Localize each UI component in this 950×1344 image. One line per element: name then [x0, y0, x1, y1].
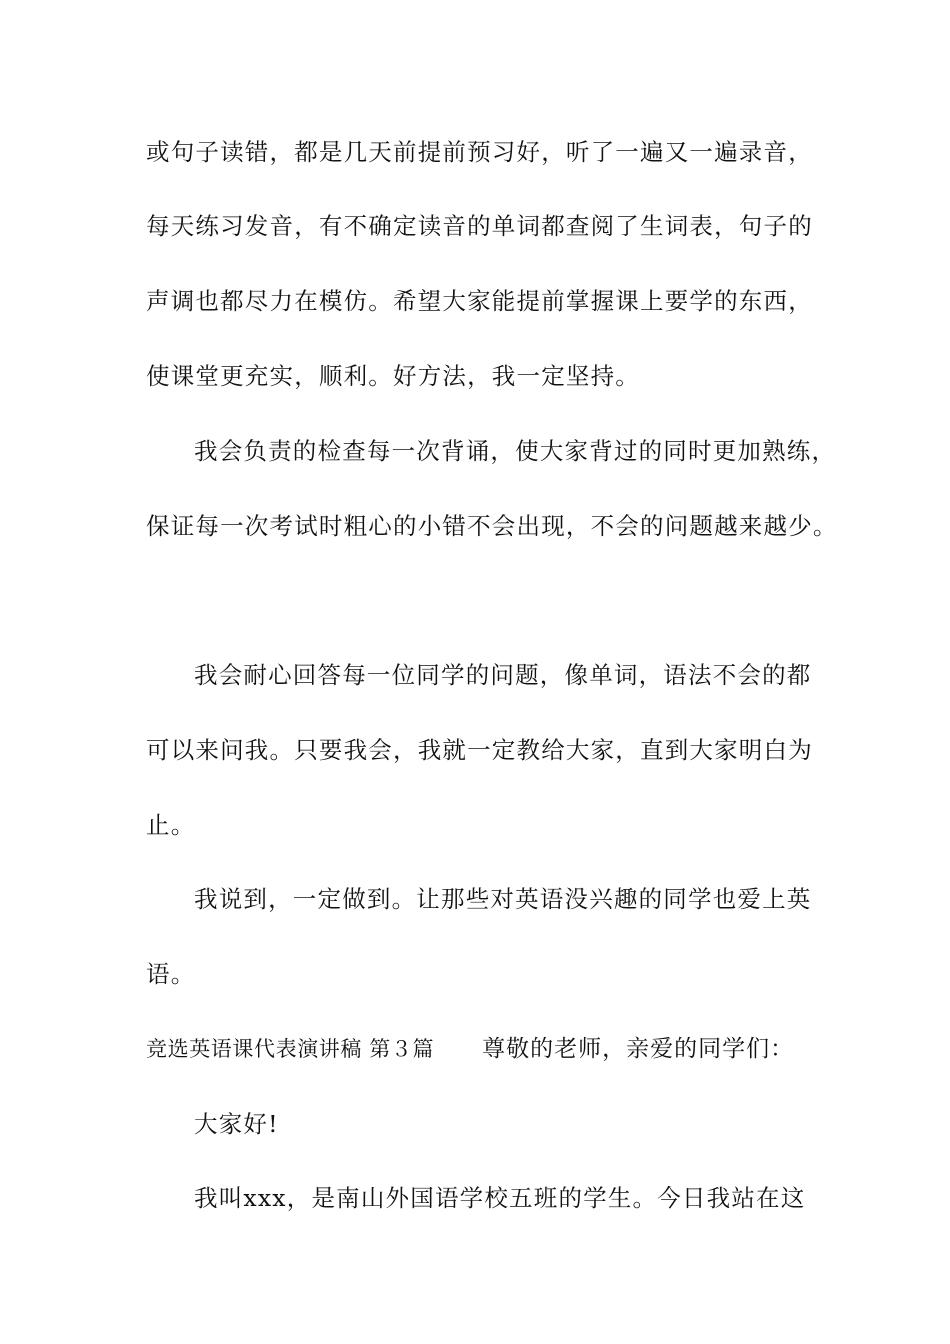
intro-line: 我叫xxx，是南山外国语学校五班的学生。今日我站在这	[194, 1184, 806, 1212]
paragraph-line: 止。	[146, 811, 196, 839]
paragraph-line: 声调也都尽力在模仿。希望大家能提前掌握课上要学的东西，	[146, 287, 813, 315]
salutation: 大家好!	[194, 1110, 279, 1138]
greeting: 尊敬的老师，亲爱的同学们：	[482, 1036, 795, 1062]
paragraph-line: 可以来问我。只要我会，我就一定教给大家，直到大家明白为	[146, 736, 813, 764]
paragraph-line: 或句子读错，都是几天前提前预习好，听了一遍又一遍录音，	[146, 138, 813, 166]
paragraph-line: 我说到，一定做到。让那些对英语没兴趣的同学也爱上英	[194, 885, 812, 913]
paragraph-line: 我会负责的检查每一次背诵，使大家背过的同时更加熟练，	[194, 437, 837, 465]
section-title-line	[146, 1034, 826, 1064]
paragraph-line: 使课堂更充实，顺利。好方法，我一定坚持。	[146, 362, 640, 390]
paragraph-line: 保证每一次考试时粗心的小错不会出现，不会的问题越来越少。	[146, 512, 838, 540]
section-title: 竞选英语课代表演讲稿 第３篇	[146, 1037, 435, 1061]
paragraph-line: 我会耐心回答每一位同学的问题，像单词，语法不会的都	[194, 661, 812, 689]
paragraph-line: 每天练习发音，有不确定读音的单词都查阅了生词表，句子的	[146, 212, 813, 240]
paragraph-line: 语。	[146, 960, 196, 988]
